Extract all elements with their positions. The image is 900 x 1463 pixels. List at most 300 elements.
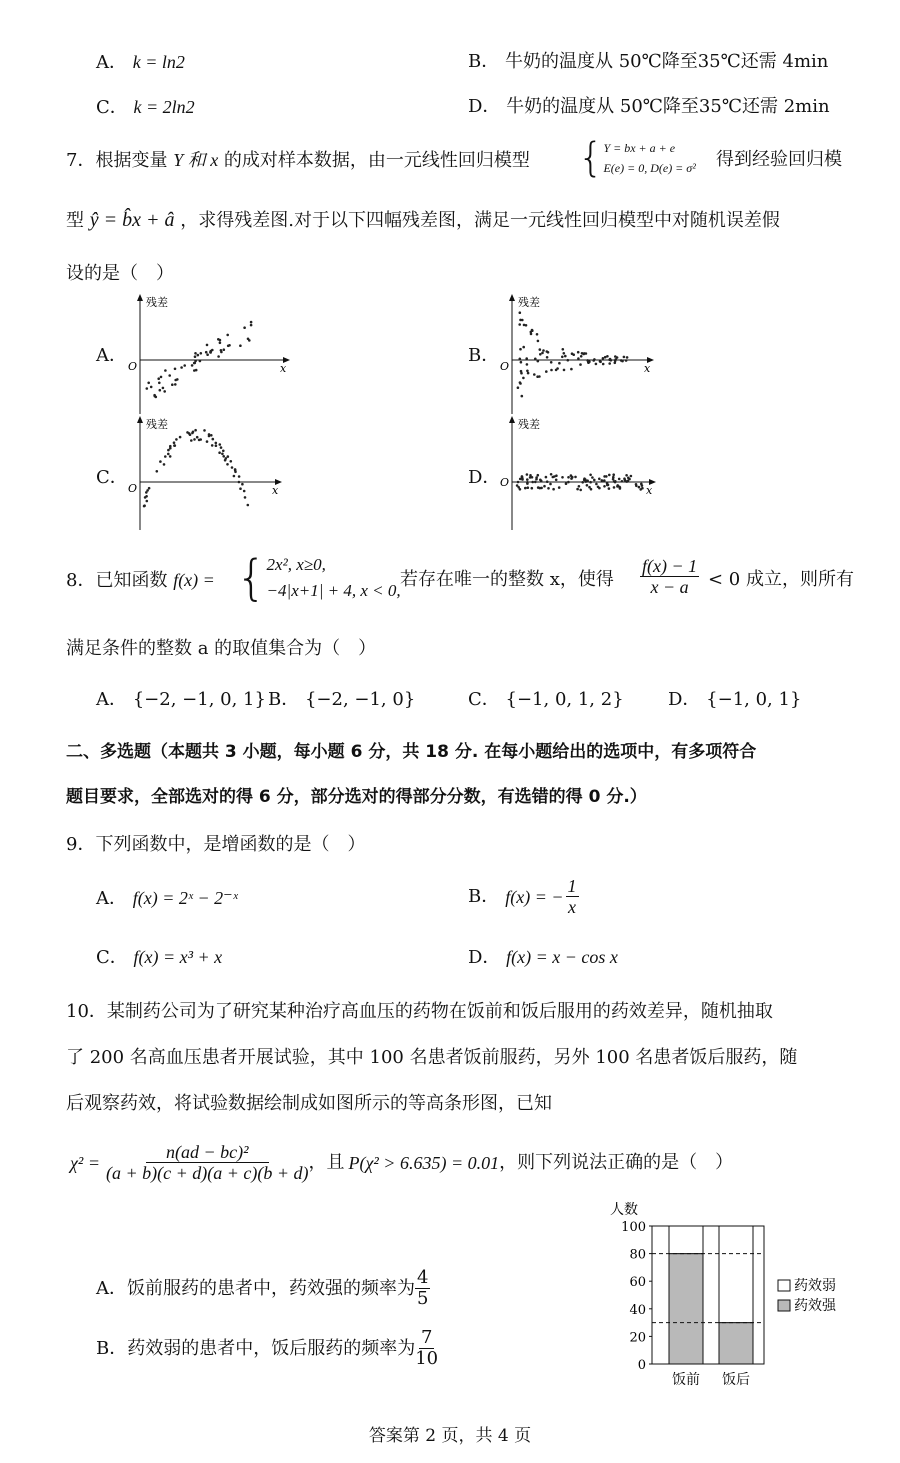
q7-line1-c: 得到经验回归模: [716, 149, 842, 170]
residual-point: [250, 324, 253, 327]
chart-legend: [778, 1278, 837, 1314]
residual-point: [518, 323, 521, 326]
section2-heading-line2: 题目要求，全部选对的得 6 分，部分选对的得部分分数，有选错的得 0 分.）: [66, 787, 647, 807]
residual-point: [200, 352, 203, 355]
residual-point: [565, 482, 568, 485]
residual-point: [542, 349, 545, 352]
residual-point: [198, 439, 201, 442]
chart-ytick-label: 100: [621, 1220, 646, 1235]
residual-point: [579, 489, 582, 492]
residual-point: [545, 370, 548, 373]
q6-option-b-label: B．: [468, 51, 500, 72]
residual-point: [147, 382, 150, 385]
q7-line1-a: 7．根据变量: [66, 150, 168, 171]
q7-line2-a: 型: [66, 210, 84, 231]
plot-a-ylabel: 残差: [146, 296, 168, 309]
residual-point: [519, 348, 522, 351]
brace-icon: {: [578, 135, 604, 181]
residual-point: [210, 434, 213, 437]
residual-point: [555, 479, 558, 482]
residual-point: [608, 474, 611, 477]
residual-point: [203, 429, 206, 432]
residual-point: [163, 390, 166, 393]
q9-option-c: [96, 945, 222, 970]
q6-option-d-text: 牛奶的温度从 50℃降至35℃还需 2min: [506, 96, 830, 117]
residual-point: [174, 368, 177, 371]
chart-category-label: 饭前: [672, 1372, 700, 1388]
residual-point: [217, 355, 220, 358]
residual-point: [238, 475, 241, 478]
residual-point: [195, 369, 198, 372]
residual-point: [578, 485, 581, 488]
q8-stem-b: 若存在唯一的整数 x，使得: [400, 569, 614, 590]
residual-point: [519, 358, 522, 361]
chart-yticks: [621, 1220, 652, 1373]
q8-stem-a-text: 8．已知函数: [66, 570, 168, 591]
q10-option-b-text: B．药效弱的患者中，饭后服药的频率为: [96, 1337, 416, 1359]
chart-bar-segment: [719, 1226, 753, 1323]
q8-frac-num: f(x) − 1: [642, 556, 698, 576]
residual-point: [571, 352, 574, 355]
residual-point: [243, 490, 246, 493]
residual-point: [536, 333, 539, 336]
residual-point: [157, 377, 160, 380]
legend-swatch: [778, 1280, 790, 1291]
residual-point: [194, 429, 197, 432]
q6-option-b: [468, 50, 828, 74]
residual-point: [522, 346, 525, 349]
residual-point: [238, 481, 241, 484]
residual-point: [167, 449, 170, 452]
residual-point: [537, 474, 540, 477]
q9-option-b-expr: f(x) = −: [505, 886, 564, 907]
residual-point: [179, 436, 182, 439]
residual-point: [218, 451, 221, 454]
residual-point: [621, 480, 624, 483]
residual-point: [612, 473, 615, 476]
residual-point: [625, 474, 628, 477]
residual-point: [537, 360, 540, 363]
q9-option-d: [468, 945, 618, 970]
q8-stem-c: < 0 成立，则所有: [708, 569, 854, 590]
residual-point: [635, 485, 638, 488]
residual-point: [625, 359, 628, 362]
residual-point: [603, 485, 606, 488]
residual-point: [567, 476, 570, 479]
residual-point: [199, 360, 202, 363]
q8-case1: 2x², x≥0,: [266, 555, 326, 574]
q7-line2-b: ，求得残差图.对于以下四幅残差图，满足一元线性回归模型中对随机误差假: [180, 210, 780, 231]
residual-point: [587, 361, 590, 364]
residual-point: [595, 363, 598, 366]
residual-point: [226, 463, 229, 466]
plot-c-ylabel: 残差: [146, 418, 168, 431]
plot-a-origin: O: [128, 360, 138, 373]
residual-point: [189, 433, 192, 436]
residual-point: [169, 455, 172, 458]
residual-point: [519, 478, 522, 481]
residual-point: [619, 487, 622, 490]
residual-point: [219, 342, 222, 345]
residual-point: [609, 358, 612, 361]
residual-point: [194, 352, 197, 355]
q7-line1-b: 的成对样本数据，由一元线性回归模型: [223, 150, 530, 171]
residual-point: [190, 439, 193, 442]
plot-a-xlabel: x: [280, 362, 287, 375]
q7-model-bottom: E(e) = 0, D(e) = σ²: [603, 161, 696, 175]
brace-icon: {: [236, 550, 267, 606]
legend-label: 药效强: [794, 1298, 836, 1314]
residual-point: [533, 373, 536, 376]
residual-point: [519, 488, 522, 491]
q10-line1: 10．某制药公司为了研究某种治疗高血压的药物在饭前和饭后服用的药效差异，随机抽取: [66, 1001, 773, 1022]
plot-b-xlabel: x: [644, 362, 651, 375]
residual-point: [524, 487, 527, 490]
residual-point: [630, 475, 633, 478]
residual-point: [215, 442, 218, 445]
residual-point: [227, 455, 230, 458]
residual-point: [211, 349, 214, 352]
residual-point: [567, 481, 570, 484]
residual-point: [519, 381, 522, 384]
residual-point: [191, 364, 194, 367]
q8-stem-a: [66, 568, 215, 593]
residual-point: [595, 483, 598, 486]
residual-point: [145, 491, 148, 494]
chart-ytick-label: 60: [629, 1275, 646, 1291]
legend-label: 药效弱: [794, 1278, 836, 1294]
plot-c-label: C．: [96, 467, 128, 488]
q10-chi-formula: [70, 1142, 733, 1183]
residual-point: [545, 476, 548, 479]
residual-point: [244, 496, 247, 499]
q9-option-a: [96, 886, 238, 911]
residual-point: [586, 484, 589, 487]
residual-point: [194, 355, 197, 358]
q10-option-b: [96, 1328, 438, 1369]
q9-option-d-label: D．: [468, 947, 501, 968]
residual-point: [531, 481, 534, 484]
residual-point: [555, 369, 558, 372]
q8-case2: −4|x+1| + 4, x < 0,: [266, 581, 401, 600]
plot-c-origin: O: [128, 482, 138, 495]
residual-point: [581, 352, 584, 355]
q8-option-d-label: D．: [668, 689, 701, 710]
residual-point: [640, 483, 643, 486]
residual-point: [541, 352, 544, 355]
q8-option-c-value: {−1, 0, 1, 2}: [505, 689, 624, 710]
residual-point: [626, 480, 629, 483]
residual-point: [606, 484, 609, 487]
q6-option-d: [468, 95, 830, 119]
q6-option-a-expr: k = ln2: [132, 52, 185, 72]
chart-ytick-label: 0: [637, 1358, 646, 1373]
residual-point: [526, 473, 529, 476]
residual-point: [618, 478, 621, 481]
residual-point: [164, 455, 167, 458]
residual-point: [579, 363, 582, 366]
residual-plot-a: [120, 292, 300, 416]
plot-c-yarrow: [137, 416, 143, 423]
residual-point: [555, 474, 558, 477]
residual-point: [580, 355, 583, 358]
q7-line3: 设的是（ ）: [66, 263, 174, 284]
plot-a-yarrow: [137, 294, 143, 301]
residual-point: [577, 357, 580, 360]
residual-point: [173, 441, 176, 444]
residual-point: [523, 324, 526, 327]
residual-point: [608, 362, 611, 365]
q9-option-b-den: x: [568, 897, 577, 917]
residual-plot-b: [494, 292, 664, 416]
q9-option-c-expr: f(x) = x³ + x: [133, 947, 223, 967]
residual-point: [577, 351, 580, 354]
q6-option-c-expr: k = 2ln2: [133, 97, 195, 117]
q10-option-a-text: A．饭前服药的患者中，药效强的频率为: [96, 1277, 415, 1299]
residual-point: [525, 357, 528, 360]
q10-option-a-den: 5: [417, 1288, 429, 1309]
residual-point: [546, 356, 549, 359]
residual-point: [194, 360, 197, 363]
residual-point: [576, 488, 579, 491]
q8-option-d: [668, 688, 801, 712]
residual-point: [539, 348, 542, 351]
q7-line2: [66, 208, 780, 233]
residual-point: [230, 460, 233, 463]
residual-point: [526, 478, 529, 481]
residual-point: [517, 481, 520, 484]
residual-point: [206, 353, 209, 356]
plot-b-origin: O: [500, 360, 510, 373]
residual-point: [561, 356, 564, 359]
residual-point: [543, 485, 546, 488]
residual-point: [616, 485, 619, 488]
residual-point: [226, 334, 229, 337]
residual-point: [167, 453, 170, 456]
residual-point: [158, 382, 161, 385]
residual-point: [197, 354, 200, 357]
q6-option-d-label: D．: [468, 96, 501, 117]
residual-point: [519, 311, 522, 314]
residual-point: [591, 476, 594, 479]
residual-point: [538, 375, 541, 378]
residual-point: [223, 348, 226, 351]
chart-ytick-label: 20: [629, 1330, 646, 1346]
plot-d-label: D．: [468, 467, 501, 488]
residual-point: [180, 366, 183, 369]
residual-point: [231, 466, 234, 469]
chart-bar-segment: [719, 1323, 753, 1364]
q8-fx: f(x) =: [173, 570, 215, 590]
q8-option-a: [96, 688, 266, 712]
residual-point: [552, 488, 555, 491]
plot-d-ylabel: 残差: [518, 418, 540, 431]
residual-point: [208, 435, 211, 438]
chart-ytick-label: 80: [629, 1247, 646, 1263]
residual-point: [243, 326, 246, 329]
q8-fraction: [640, 556, 699, 597]
q9-option-a-expr: f(x) = 2ˣ − 2⁻ˣ: [132, 888, 238, 908]
q9-option-a-label: A．: [96, 888, 127, 909]
residual-point: [239, 487, 242, 490]
residual-point: [144, 496, 147, 499]
residual-point: [520, 361, 523, 364]
residual-point: [628, 478, 631, 481]
q6-option-c: [96, 95, 195, 120]
residual-point: [516, 484, 519, 487]
q7-line1: [66, 148, 530, 173]
residual-point: [614, 355, 617, 358]
residual-point: [162, 387, 165, 390]
residual-point: [567, 359, 570, 362]
chart-ytick-label: 40: [629, 1302, 646, 1318]
residual-point: [527, 486, 530, 489]
residual-point: [570, 368, 573, 371]
q9-option-d-expr: f(x) = x − cos x: [506, 947, 618, 967]
residual-point: [638, 486, 641, 489]
residual-point: [211, 444, 214, 447]
residual-point: [623, 356, 626, 359]
q6-option-a: [96, 50, 185, 75]
q8-option-d-value: {−1, 0, 1}: [706, 689, 802, 710]
residual-point: [239, 344, 242, 347]
q8-option-b-label: B．: [268, 689, 300, 710]
residual-point: [219, 339, 222, 342]
residual-point: [564, 355, 567, 358]
q9-option-b-num: 1: [567, 876, 577, 896]
residual-point: [537, 340, 540, 343]
residual-point: [534, 358, 537, 361]
residual-point: [220, 351, 223, 354]
residual-point: [563, 352, 566, 355]
residual-point: [521, 319, 524, 322]
residual-point: [220, 446, 223, 449]
residual-point: [639, 488, 642, 491]
residual-point: [549, 483, 552, 486]
q10-line2: 了 200 名高血压患者开展试验，其中 100 名患者饭前服药，另外 100 名患者饭后服药，随: [66, 1047, 798, 1068]
residual-point: [520, 372, 523, 375]
residual-point: [620, 359, 623, 362]
q8-frac-den: x − a: [650, 577, 689, 597]
residual-point: [531, 487, 534, 490]
residual-point: [529, 474, 532, 477]
stacked-bar-chart: [600, 1198, 880, 1394]
plot-b-yarrow: [509, 294, 515, 301]
residual-point: [534, 481, 537, 484]
residual-point: [535, 478, 538, 481]
section2-heading-line1: 二、多选题（本题共 3 小题，每小题 6 分，共 18 分. 在每小题给出的选项中，有多项符合: [66, 742, 757, 762]
residual-point: [586, 359, 589, 362]
residual-point: [247, 504, 250, 507]
residual-point: [531, 329, 534, 332]
residual-point: [222, 450, 225, 453]
residual-point: [148, 487, 151, 490]
residual-point: [537, 486, 540, 489]
residual-point: [589, 474, 592, 477]
residual-point: [175, 438, 178, 441]
q9-stem: 9．下列函数中，是增函数的是（ ）: [66, 834, 366, 855]
q8-option-c-label: C．: [468, 689, 500, 710]
residual-point: [159, 389, 162, 392]
residual-point: [558, 362, 561, 365]
residual-point: [143, 504, 146, 507]
residual-point: [174, 379, 177, 382]
residual-point: [212, 438, 215, 441]
chart-bar-segment: [669, 1226, 703, 1254]
q6-option-b-text: 牛奶的温度从 50℃降至35℃还需 4min: [504, 51, 829, 72]
chart-bar-segment: [669, 1254, 703, 1364]
residual-point: [250, 321, 253, 324]
q10-option-b-num: 7: [420, 1327, 433, 1348]
residual-point: [546, 480, 549, 483]
q10-chi-num: n(ad − bc)²: [146, 1142, 269, 1163]
plot-b-ylabel: 残差: [518, 296, 540, 309]
residual-point: [584, 478, 587, 481]
plot-c-points: [143, 429, 249, 508]
chart-xlabels: [672, 1372, 750, 1388]
residual-point: [570, 477, 573, 480]
q9-option-b-label: B．: [468, 885, 500, 907]
residual-point: [589, 481, 592, 484]
residual-point: [174, 383, 177, 386]
residual-point: [539, 353, 542, 356]
residual-point: [227, 345, 230, 348]
residual-point: [562, 348, 565, 351]
plot-d-origin: O: [500, 476, 510, 489]
residual-point: [602, 357, 605, 360]
q6-option-c-label: C．: [96, 97, 128, 118]
plot-b-points: [517, 311, 629, 397]
residual-plot-c: [120, 414, 290, 532]
residual-point: [526, 370, 529, 373]
residual-point: [546, 350, 549, 353]
q6-option-a-label: A．: [96, 52, 127, 73]
residual-point: [613, 480, 616, 483]
residual-point: [146, 500, 149, 503]
residual-point: [521, 395, 524, 398]
residual-point: [215, 444, 218, 447]
residual-point: [561, 476, 564, 479]
residual-point: [171, 383, 174, 386]
residual-point: [550, 369, 553, 372]
residual-point: [597, 486, 600, 489]
residual-point: [558, 486, 561, 489]
chart-bars: [652, 1226, 764, 1364]
residual-point: [603, 475, 606, 478]
residual-point: [522, 377, 525, 380]
q8-option-c: [468, 688, 624, 712]
q7-vars: Y 和 x: [173, 150, 219, 170]
residual-point: [233, 475, 236, 478]
residual-point: [550, 473, 553, 476]
residual-point: [521, 478, 524, 481]
q8-option-a-value: {−2, −1, 0, 1}: [132, 689, 266, 710]
page-footer: 答案第 2 页，共 4 页: [368, 1426, 532, 1446]
residual-point: [612, 478, 615, 481]
q8-piecewise: [236, 550, 401, 606]
residual-point: [225, 457, 228, 460]
residual-point: [598, 478, 601, 481]
q9-option-b: [468, 876, 579, 917]
residual-point: [539, 479, 542, 482]
q10-line3: 后观察药效，将试验数据绘制成如图所示的等高条形图，已知: [66, 1093, 552, 1114]
residual-point: [588, 486, 591, 489]
q10-chi-b: ，且: [308, 1151, 345, 1173]
residual-point: [592, 359, 595, 362]
residual-point: [192, 431, 195, 434]
residual-point: [163, 463, 166, 466]
residual-point: [550, 361, 553, 364]
